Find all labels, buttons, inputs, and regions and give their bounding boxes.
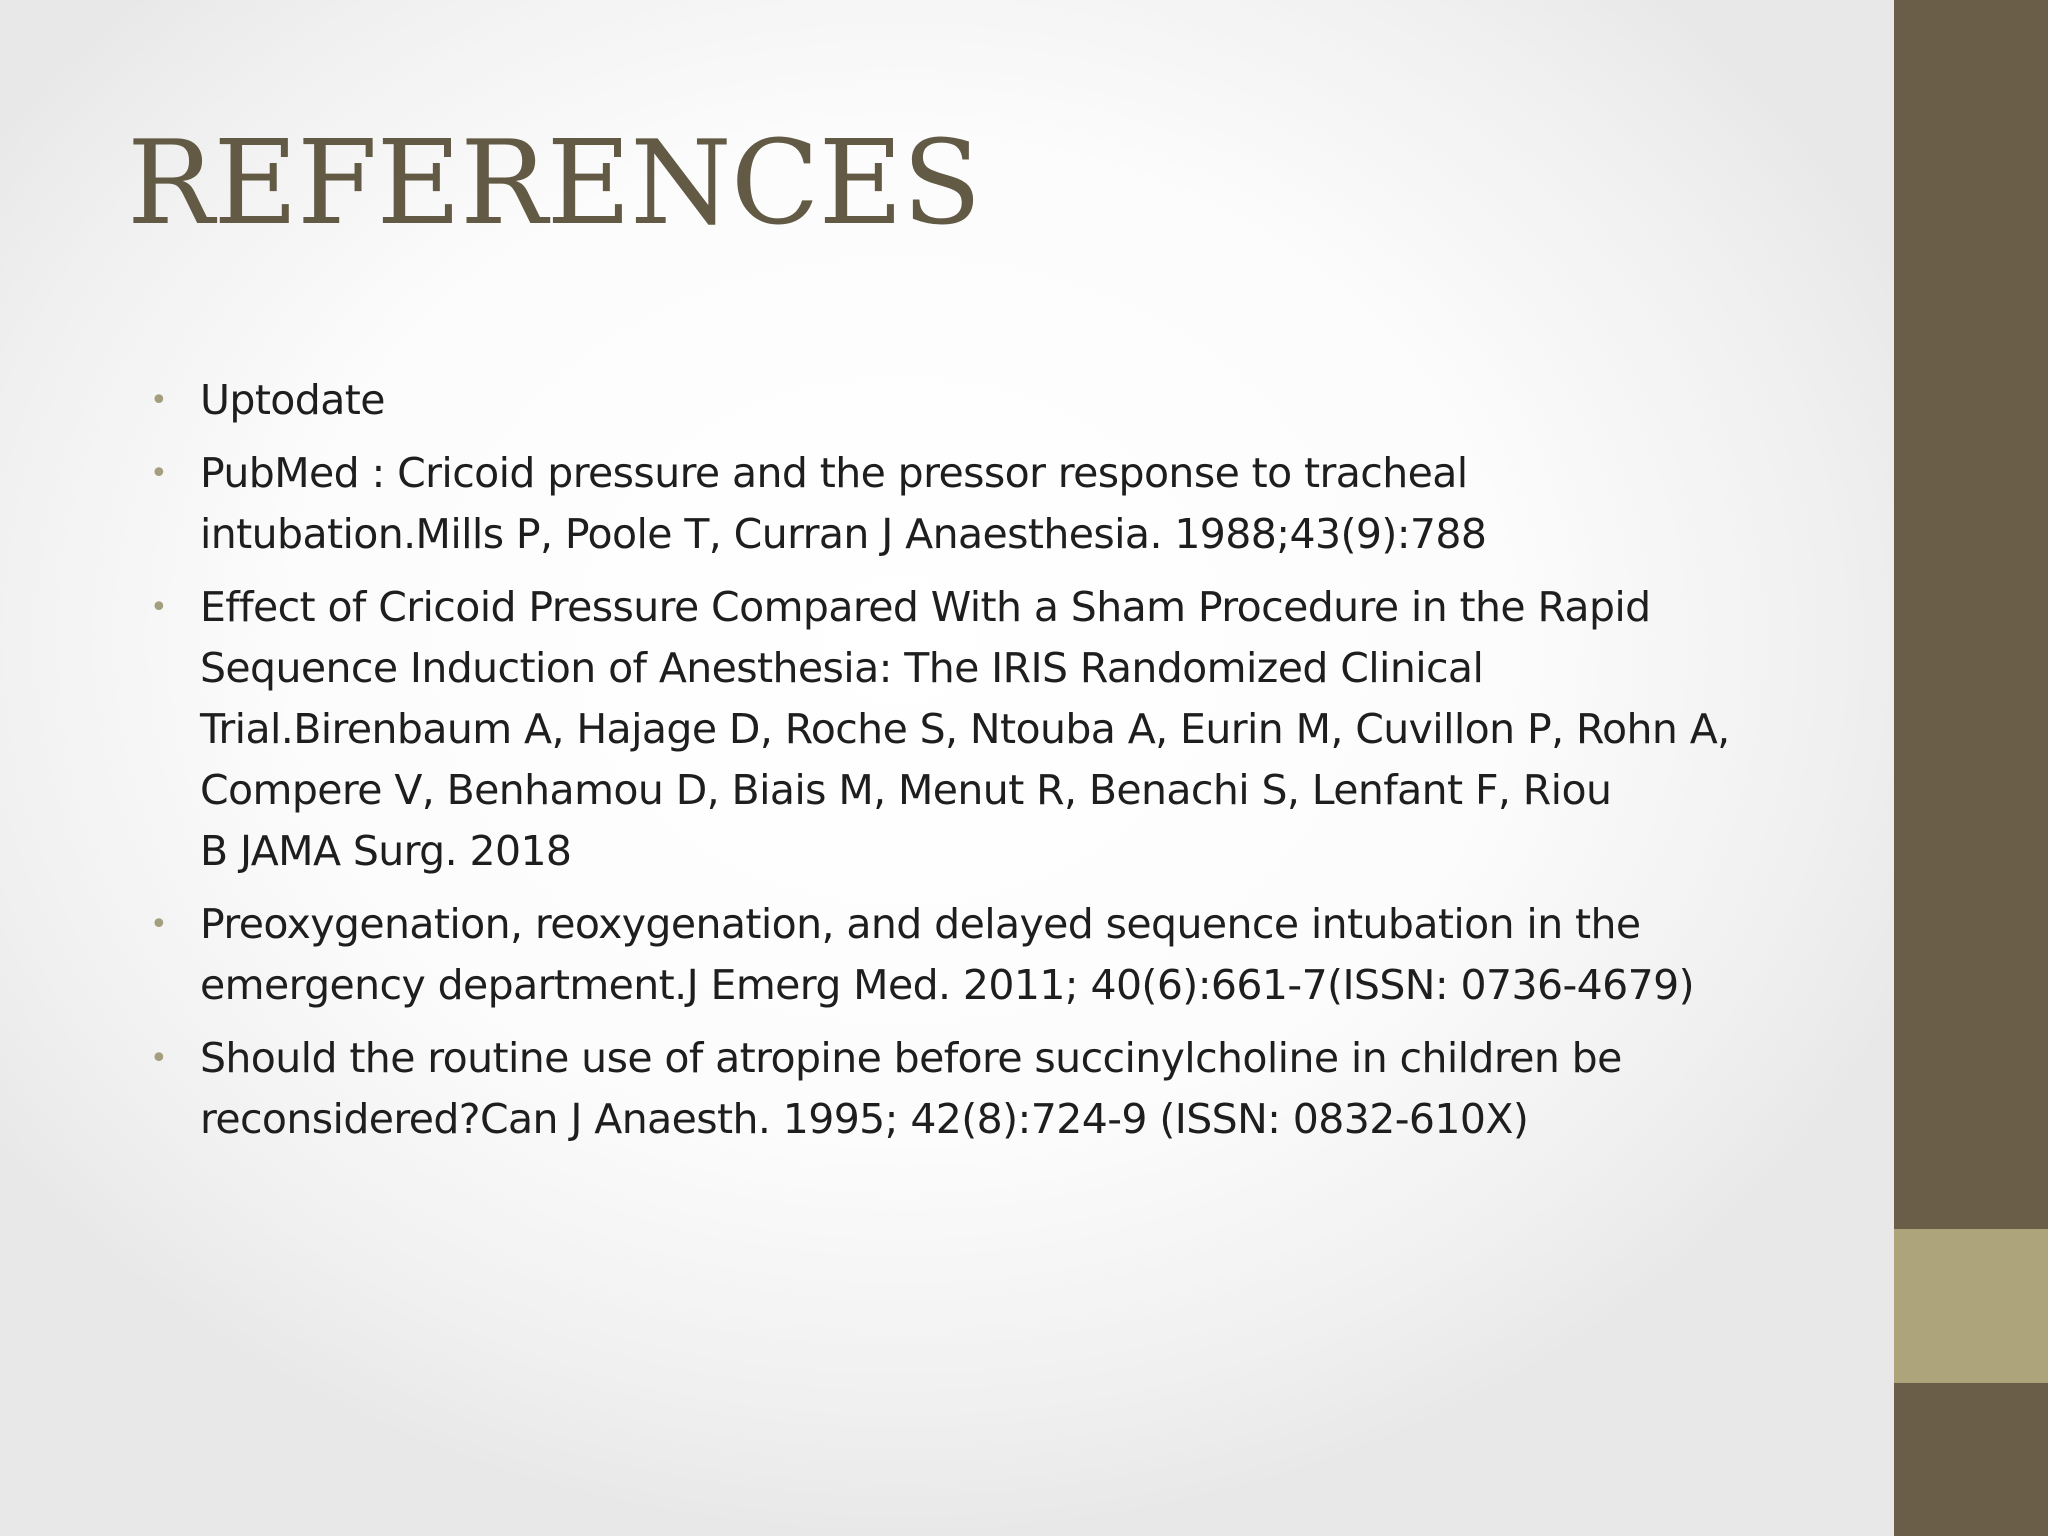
slide-title: REFERENCES [127, 116, 981, 251]
reference-line: reconsidered?Can J Anaesth. 1995; 42(8):724-9 (ISSN: 0832-610X) [200, 1095, 1529, 1143]
sidebar-dark-block-bottom [1894, 1383, 2048, 1536]
bullet-icon: • [150, 456, 168, 491]
reference-line: Preoxygenation, reoxygenation, and delayed sequence intubation in the [200, 900, 1641, 948]
sidebar-dark-block-top [1894, 0, 2048, 1229]
sidebar-accent-block [1894, 1229, 2048, 1383]
reference-item-1 [150, 370, 1850, 431]
reference-item-2 [150, 443, 1850, 565]
reference-item-3 [150, 577, 1850, 882]
reference-line: Should the routine use of atropine before succinylcholine in children be [200, 1034, 1622, 1082]
reference-line: intubation.Mills P, Poole T, Curran J Anaesthesia. 1988;43(9):788 [200, 510, 1487, 558]
reference-line: Uptodate [200, 376, 385, 424]
reference-line: Trial.Birenbaum A, Hajage D, Roche S, Ntouba A, Eurin M, Cuvillon P, Rohn A, [200, 705, 1730, 753]
decorative-sidebar [1894, 0, 2048, 1536]
reference-line: emergency department.J Emerg Med. 2011; 40(6):661-7(ISSN: 0736-4679) [200, 961, 1694, 1009]
reference-item-4 [150, 894, 1850, 1016]
bullet-icon: • [150, 383, 168, 418]
reference-line: Compere V, Benhamou D, Biais M, Menut R, Benachi S, Lenfant F, Riou [200, 766, 1612, 814]
reference-line: Effect of Cricoid Pressure Compared With a Sham Procedure in the Rapid [200, 583, 1651, 631]
bullet-icon: • [150, 907, 168, 942]
reference-line: PubMed : Cricoid pressure and the pressor response to tracheal [200, 449, 1468, 497]
bullet-icon: • [150, 1041, 168, 1076]
references-list [150, 370, 1850, 1162]
bullet-icon: • [150, 590, 168, 625]
reference-line: B JAMA Surg. 2018 [200, 827, 572, 875]
reference-item-5 [150, 1028, 1850, 1150]
reference-line: Sequence Induction of Anesthesia: The IRIS Randomized Clinical [200, 644, 1484, 692]
